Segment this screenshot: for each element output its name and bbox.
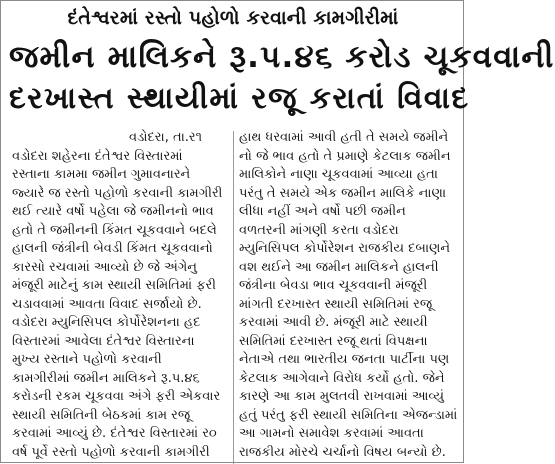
body-line: હતું પરંતુ ફરી સ્થાયી સમિતિના એજન્ડામાં xyxy=(239,407,458,423)
body-line: વળતરની માંગણી કરતા વડોદરા xyxy=(239,222,399,238)
body-line: કેટલાક આગેવાને વિરોધ કર્યો હતો. જેને xyxy=(239,370,445,386)
body-line: રાજકીય મોરચે ચર્ચાનો વિષય બન્યો છે. xyxy=(239,444,446,460)
body-line: મંજૂરી માટેનું કામ સ્થાયી સમિતિમાં ફરી xyxy=(12,278,216,293)
body-line: પરંતુ તે સમયે એક જમીન માલિકે નાણા xyxy=(239,185,447,201)
body-line: વર્ષ પૂર્વે રસ્તો પહોળો કરવાની કામગીરી xyxy=(12,444,210,460)
article-kicker: દંતેશ્વરમાં રસ્તો પહોળો કરવાની કામગીરીમાં xyxy=(67,7,399,29)
body-line: વશ થઈને આ જમીન માલિકને હાલની xyxy=(239,259,439,275)
column-divider xyxy=(233,131,234,464)
dateline: વડોદરા, તા.ર૧ xyxy=(129,130,202,145)
headline-line-1: જમીન માલિકને રૂ.પ.૪૬ કરોડ ચૂકવવાની xyxy=(9,39,555,75)
body-line: જ્યારે જ રસ્તો પહોળો કરવાની કામગીરી xyxy=(12,185,223,201)
body-line: માંગતી દરખાસ્ત સ્થાયી સમિતિમાં રજૂ xyxy=(239,296,433,312)
body-line: રસ્તાના કામમા જમીન ગુમાવનારને xyxy=(12,167,191,182)
body-line: આ ગામનો સમાવેશ કરવામાં આવતા xyxy=(239,426,424,441)
body-line: કરવામાં આવ્યું છે. દંતેશ્વર વિસ્તારમાં ર૦ xyxy=(12,426,217,441)
body-line: લીધા નહીં અને વર્ષો પછી જમીન xyxy=(239,204,406,219)
body-line: વડોદરા શહેરના દંતેશ્વર વિસ્તારમાં xyxy=(12,148,183,164)
article-column-left xyxy=(12,129,230,464)
body-line: માલિકોને નાણા ચૂકવવામાં આવ્યા હતા xyxy=(239,167,438,182)
body-line: જંત્રીના બેવડા ભાવ ચૂકવવાની મંજૂરી xyxy=(239,278,428,293)
body-line: સમિતિમાં દરખાસ્ત રજૂ થતાં વિપક્ષના xyxy=(239,333,428,349)
body-line: હાથ ધરવામાં આવી હતી તે સમયે જમીને xyxy=(239,130,449,145)
body-line: થઈ ત્યારે વર્ષો પહેલા જે જમીનનો ભાવ xyxy=(12,204,214,219)
body-line: સ્થાયી સમિતિની બેઠકમાં કામ રજૂ xyxy=(12,407,191,423)
headline-line-2: દરખાસ્ત સ્થાયીમાં રજૂ કરાતાં વિવાદ xyxy=(9,81,470,116)
article-column-right xyxy=(239,129,457,464)
body-line: મુખ્ય રસ્તાને પહોળો કરવાની xyxy=(12,352,162,367)
body-line: કારણે આ કામ મુલતવી રાખવામાં આવ્યું xyxy=(239,389,445,404)
body-line: નેતાએ તથા ભારતીય જનતા પાર્ટીના પણ xyxy=(239,352,450,367)
body-line: નો જે ભાવ હતો તે પ્રમાણે કેટલાક જમીન xyxy=(239,148,451,164)
body-line: હતો તે જમીનની કિંમત ચૂકવવાને બદલે xyxy=(12,222,217,238)
body-line: કરવામાં આવી છે. મંજૂરી માટે સ્થાયી xyxy=(239,315,428,330)
body-line: કામગીરીમાં જમીન માલિકને રૂ.પ.૪૬ xyxy=(12,370,200,386)
body-line: મ્યુનિસિપલ કોર્પોરેશન રાજકીય દબાણને xyxy=(239,241,451,256)
body-line: વડોદરા મ્યુનિસિપલ કોર્પોરેશનના હદ xyxy=(12,315,201,330)
body-line: કરોડની રકમ ચૂકવવા અંગે ફરી એકવાર xyxy=(12,389,221,404)
body-line: કારસો રચવામાં આવ્યો છે જે અંગેનુ xyxy=(12,259,197,275)
body-line: ચડાવવામાં આવતા વિવાદ સર્જાયો છે. xyxy=(12,296,202,312)
body-line: વિસ્તારમાં આવેલા દંતેશ્વર વિસ્તારના xyxy=(12,333,195,349)
body-line: હાલની જંત્રીની બેવડી કિંમત ચૂકવવાનો xyxy=(12,241,213,256)
